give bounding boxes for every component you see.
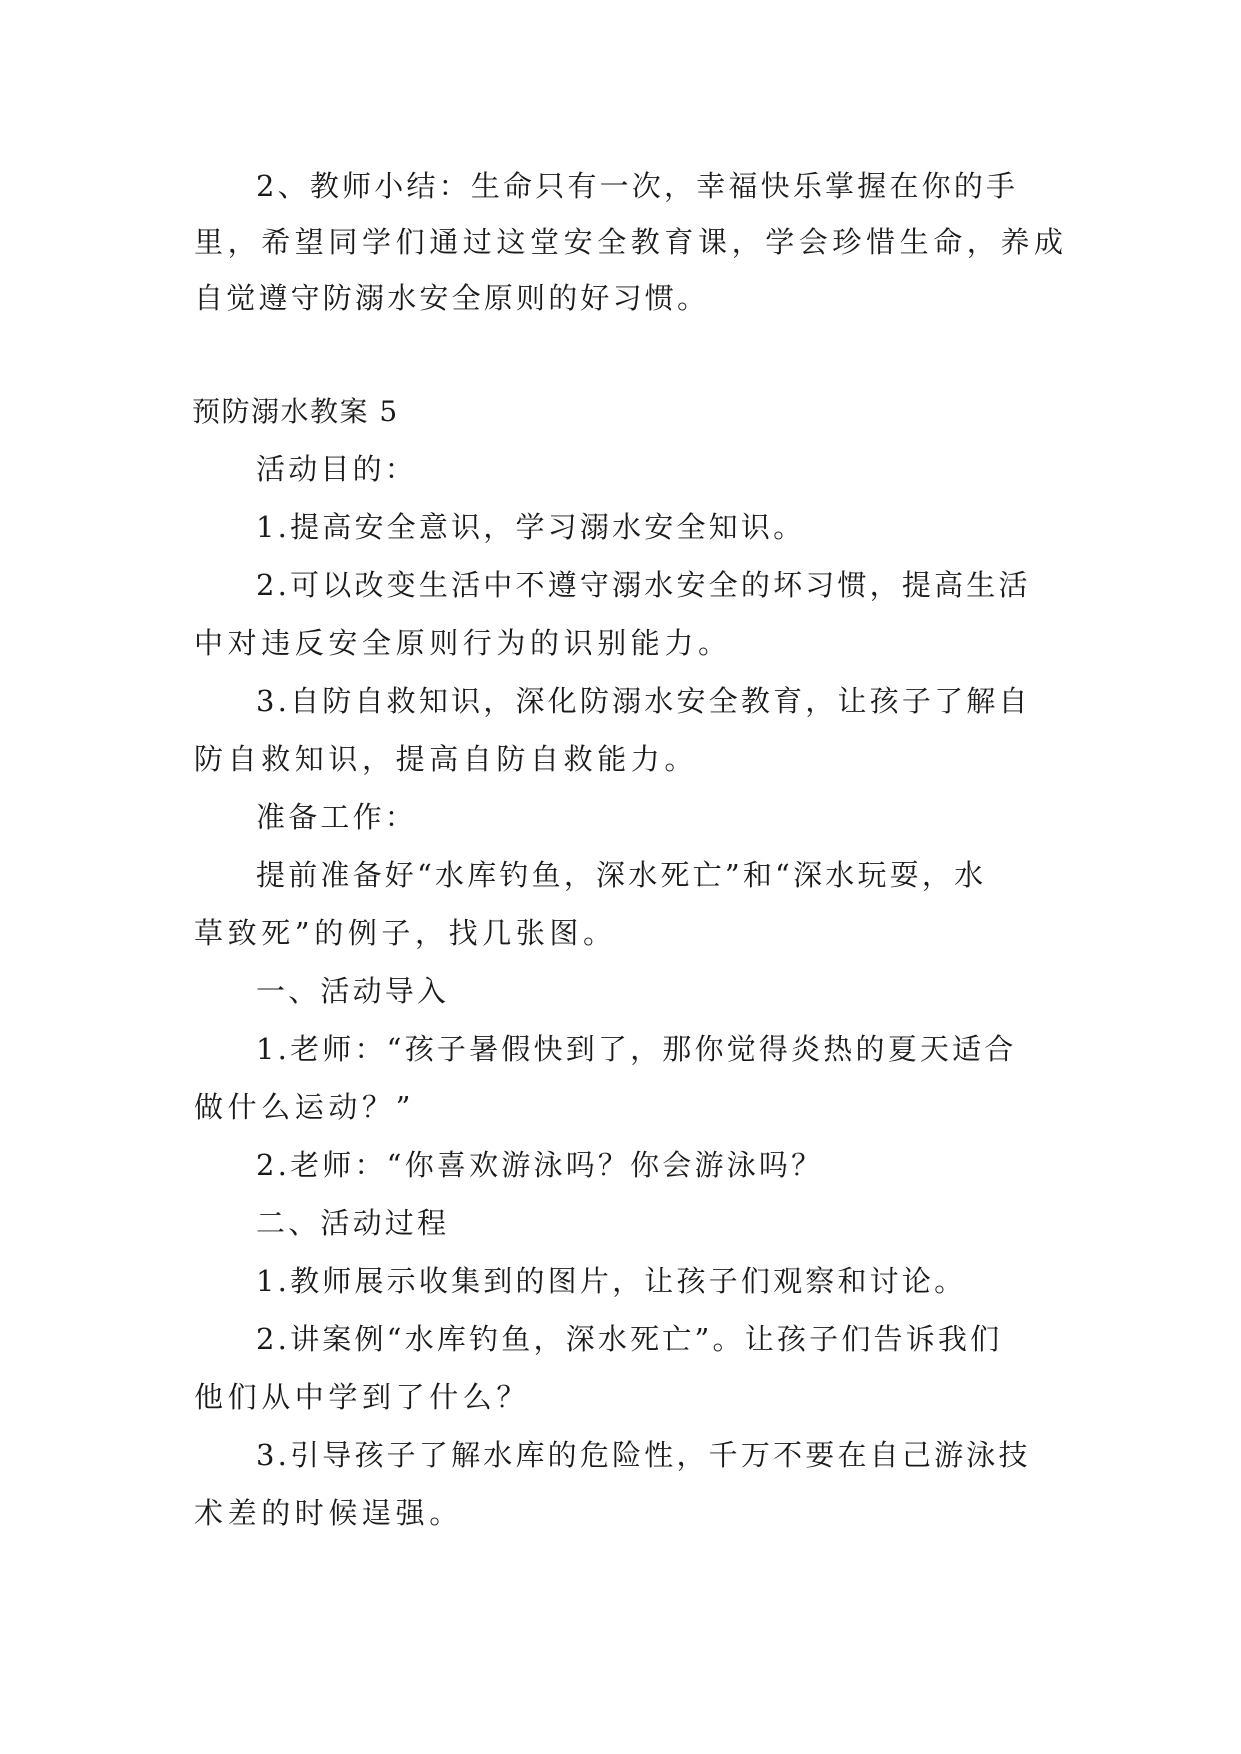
paragraph-line: 1.教师展示收集到的图片，让孩子们观察和讨论。 (256, 1264, 967, 1298)
paragraph-line: 3.引导孩子了解水库的危险性，千万不要在自己游泳技 (256, 1438, 1031, 1472)
paragraph-line: 提前准备好“水库钓鱼，深水死亡”和“深水玩耍，水 (256, 858, 987, 892)
paragraph-line: 3.自防自救知识，深化防溺水安全教育，让孩子了解自 (256, 684, 1031, 718)
subheading-process: 二、活动过程 (256, 1206, 450, 1240)
paragraph-line: 草致死”的例子，找几张图。 (194, 916, 617, 950)
paragraph-line: 2.可以改变生活中不遵守溺水安全的坏习惯，提高生活 (256, 568, 1031, 602)
paragraph-line: 2、教师小结：生命只有一次，幸福快乐掌握在你的手 (256, 169, 1019, 203)
paragraph-line: 术差的时候逞强。 (194, 1496, 463, 1530)
paragraph-line: 2.讲案例“水库钓鱼，深水死亡”。让孩子们告诉我们 (256, 1322, 1003, 1356)
section-title: 预防溺水教案 5 (192, 395, 399, 428)
paragraph-line: 自觉遵守防溺水安全原则的好习惯。 (194, 281, 710, 315)
paragraph-line: 里，希望同学们通过这堂安全教育课，学会珍惜生命，养成 (194, 225, 1068, 259)
subheading-introduction: 一、活动导入 (256, 974, 450, 1008)
paragraph-line: 防自救知识，提高自防自救能力。 (194, 742, 699, 776)
paragraph-line: 1.老师：“孩子暑假快到了，那你觉得炎热的夏天适合 (256, 1032, 1017, 1066)
paragraph-line: 做什么运动？” (194, 1090, 416, 1124)
subheading-preparation: 准备工作： (256, 800, 418, 834)
paragraph-line: 中对违反安全原则行为的识别能力。 (194, 626, 732, 660)
subheading-objectives: 活动目的： (256, 452, 418, 486)
paragraph-line: 他们从中学到了什么？ (194, 1380, 531, 1414)
paragraph-line: 1.提高安全意识，学习溺水安全知识。 (256, 510, 806, 544)
paragraph-line: 2.老师：“你喜欢游泳吗？你会游泳吗？ (256, 1148, 824, 1182)
